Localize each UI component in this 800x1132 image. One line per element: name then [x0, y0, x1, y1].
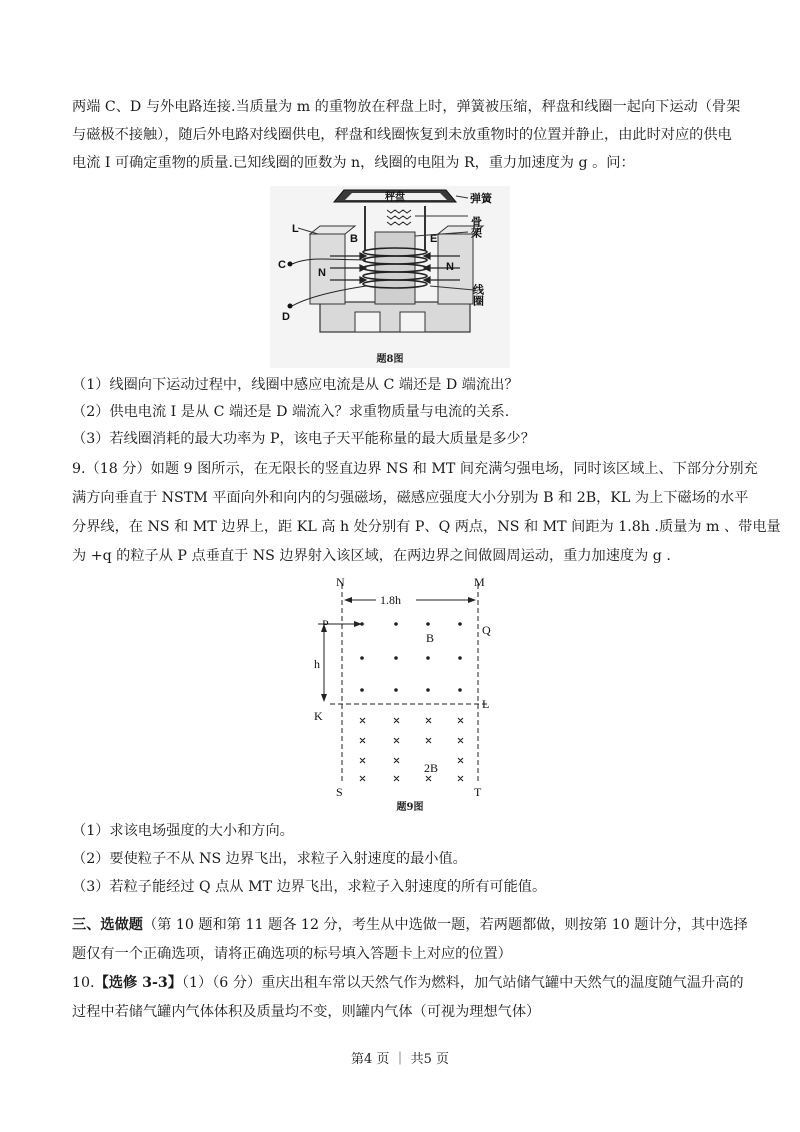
section-3 [72, 911, 748, 969]
fig9-label-T: T [474, 785, 482, 799]
q8-intro-line: 电流 I 可确定重物的质量.已知线圈的匝数为 n，线圈的电阻为 R，重力加速度为 g 。问： [72, 155, 635, 171]
page-footer: 第4 页 ｜ 共5 页 [350, 1052, 450, 1067]
q9-intro-line: 9.（18 分）如题 9 图所示，在无限长的竖直边界 NS 和 MT 间充满匀强电场，同时该区域上、下部分分别充 [72, 461, 758, 477]
q9-question: （2）要使粒子不从 NS 边界飞出，求粒子入射速度的最小值。 [72, 851, 467, 867]
fig8-label-N-left: N [318, 267, 326, 279]
fig8-label-B: B [350, 233, 358, 245]
figure-9-fields [300, 574, 510, 814]
q8-question: （1）线圈向下运动过程中，线圈中感应电流是从 C 端还是 D 端流出？ [72, 377, 519, 393]
q9-questions [72, 817, 732, 901]
fig9-label-M: M [474, 575, 485, 589]
fig9-label-P: P [322, 617, 329, 631]
fig9-label-B: B [426, 631, 435, 645]
q8-question: （3）若线圈消耗的最大功率为 P，该电子天平能称量的最大质量是多少？ [72, 431, 535, 447]
fig9-caption: 题9图 [396, 802, 424, 813]
q8-intro [72, 93, 741, 177]
section-3-title: 三、选做题 [72, 917, 143, 933]
q10 [72, 969, 744, 1027]
coil-label: 线圈 [471, 284, 485, 306]
fig9-label-K: K [314, 709, 323, 723]
q9-question: （1）求该电场强度的大小和方向。 [72, 823, 294, 839]
figure-8-balance [270, 186, 510, 368]
q8-intro-line: 两端 C、D 与外电路连接.当质量为 m 的重物放在秤盘上时，弹簧被压缩，秤盘和线圈一起向下运动（骨架 [72, 99, 741, 115]
fig8-label-C: C [278, 259, 286, 271]
pan-label: 秤盘 [385, 192, 405, 203]
section-3-text: 题仅有一个正确选项，请将正确选项的标号填入答题卡上对应的位置） [72, 946, 512, 962]
fig8-caption: 题8图 [376, 354, 404, 365]
q9-intro-line: 为 +q 的粒子从 P 点垂直于 NS 边界射入该区域，在两边界之间做圆周运动，重力加速度为 g . [72, 548, 671, 564]
fig8-label-L: L [292, 223, 299, 235]
q8-question: （2）供电电流 I 是从 C 端还是 D 端流入？求重物质量与电流的关系. [72, 404, 510, 420]
fig9-label-N: N [336, 575, 345, 589]
spring-label: 弹簧 [470, 192, 492, 205]
q10-text: 过程中若储气罐内气体体积及质量均不变，则罐内气体（可视为理想气体） [72, 1004, 541, 1020]
fig8-label-D: D [282, 311, 290, 323]
fig9-label-2B: 2B [424, 761, 439, 775]
q10-text: （1）（6 分）重庆出租车常以天然气作为燃料，加气站储气罐中天然气的温度随气温升高的 [181, 975, 744, 991]
q9-intro [72, 455, 781, 571]
frame-label: 骨架 [469, 216, 483, 238]
q9-intro-line: 满方向垂直于 NSTM 平面向外和向内的匀强磁场，磁感应强度大小分别为 B 和 2B，KL 为上下磁场的水平 [72, 490, 749, 506]
fig9-label-S: S [336, 785, 343, 799]
fig9-label-h: h [314, 657, 320, 671]
fig9-label-width: 1.8h [380, 593, 401, 607]
fig8-label-E: E [430, 233, 438, 245]
fig9-label-L: L [482, 697, 490, 711]
q8-intro-line: 与磁极不接触），随后外电路对线圈供电，秤盘和线圈恢复到未放重物时的位置并静止，由此时对应的供电 [72, 127, 732, 143]
fig8-label-N-right: N [446, 261, 454, 273]
section-3-text: （第 10 题和第 11 题各 12 分，考生从中选做一题，若两题都做，则按第 10 题计分，其中选择 [142, 917, 748, 933]
q10-tag: 【选修 3-3】 [94, 975, 182, 991]
q10-number: 10. [72, 975, 95, 991]
q8-questions [72, 372, 732, 453]
q9-intro-line: 分界线，在 NS 和 MT 边界上，距 KL 高 h 处分别有 P、Q 两点，NS 和 MT 间距为 1.8h .质量为 m 、带电量 [72, 519, 781, 535]
q9-question: （3）若粒子能经过 Q 点从 MT 边界飞出，求粒子入射速度的所有可能值。 [72, 879, 547, 895]
fig9-label-Q: Q [482, 623, 491, 637]
